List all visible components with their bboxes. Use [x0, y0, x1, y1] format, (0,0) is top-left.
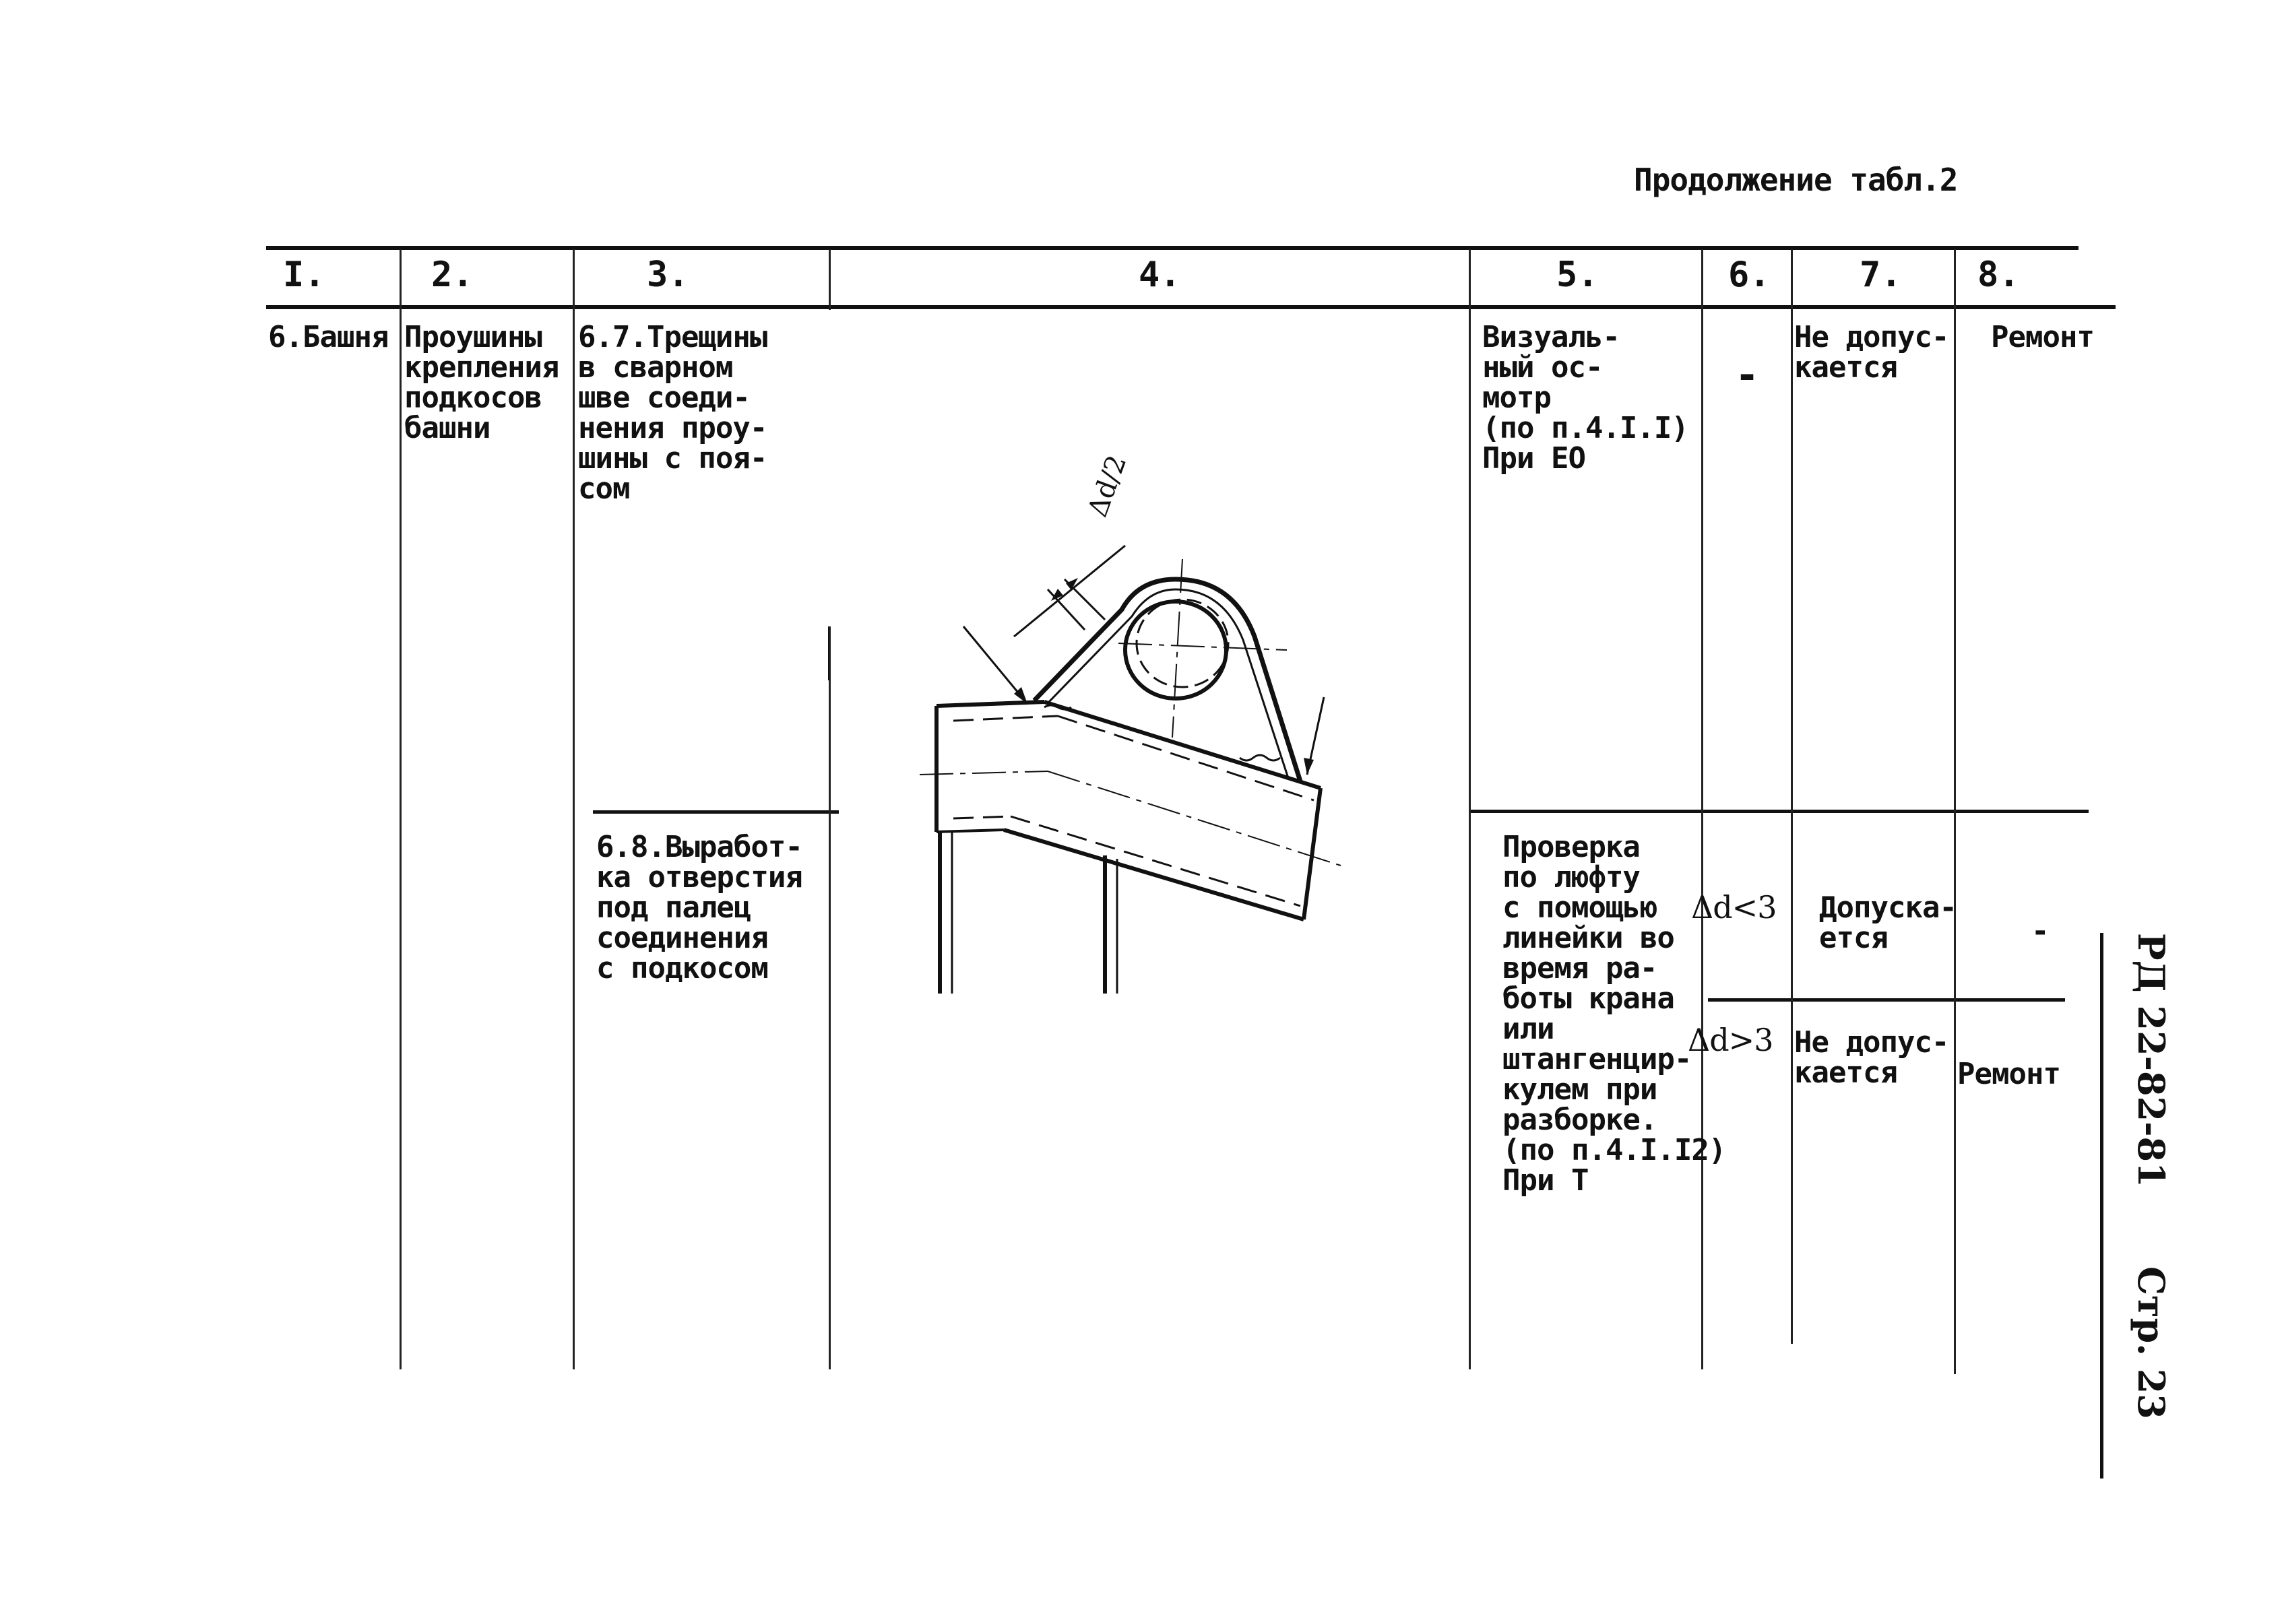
- defect-6-7-action: Ремонт: [1991, 320, 2094, 354]
- defect-6-8-method: Проверка по люфту с помощью линейки во время ра- боты крана или штангенцир- кулем при разборке. (по п.4.I.I2) При Т: [1502, 830, 1726, 1198]
- col-header-5: 5.: [1556, 255, 1599, 295]
- col-header-6: 6.: [1728, 255, 1771, 295]
- col-header-8: 8.: [1977, 255, 2020, 295]
- stamp-rule: [2100, 933, 2103, 1479]
- element-name: 6.Башня: [268, 320, 389, 354]
- dimension-label: Δd/2: [1082, 451, 1133, 521]
- defect-6-7-limit: -: [1735, 352, 1759, 399]
- defect-6-8-description: 6.8.Выработ- ка отверстия под палец соединения с подкосом: [596, 830, 802, 985]
- defect-6-7-method: Визуаль- ный ос- мотр (по п.4.I.I) При ЕО: [1482, 320, 1688, 476]
- defect-6-8-verdict-1: Допуска- ется: [1819, 890, 1957, 955]
- document-number: РД 22-82-81: [2130, 933, 2173, 1188]
- defect-6-7-verdict: Не допус- кается: [1794, 320, 1949, 385]
- defect-6-8-action-1: -: [2031, 914, 2049, 948]
- defect-6-8-limit-2: Δd>3: [1688, 1022, 1773, 1058]
- defect-6-7-description: 6.7.Трещины в сварном шве соеди- нения проу- шины с поя- сом: [578, 320, 767, 506]
- defect-6-8-verdict-2: Не допус- кается: [1794, 1025, 1949, 1090]
- col-header-1: I.: [283, 255, 325, 295]
- page-number: Стр. 23: [2130, 1266, 2173, 1419]
- col-header-4: 4.: [1139, 255, 1181, 295]
- col-header-7: 7.: [1860, 255, 1902, 295]
- defect-6-8-action-2: Ремонт: [1957, 1057, 2060, 1091]
- table-caption: Продолжение табл.2: [1634, 162, 1958, 198]
- col-header-3: 3.: [647, 255, 689, 295]
- component-name: Проушины крепления подкосов башни: [404, 320, 559, 445]
- col-header-2: 2.: [431, 255, 474, 295]
- defect-6-8-limit-1: Δd<3: [1691, 889, 1777, 925]
